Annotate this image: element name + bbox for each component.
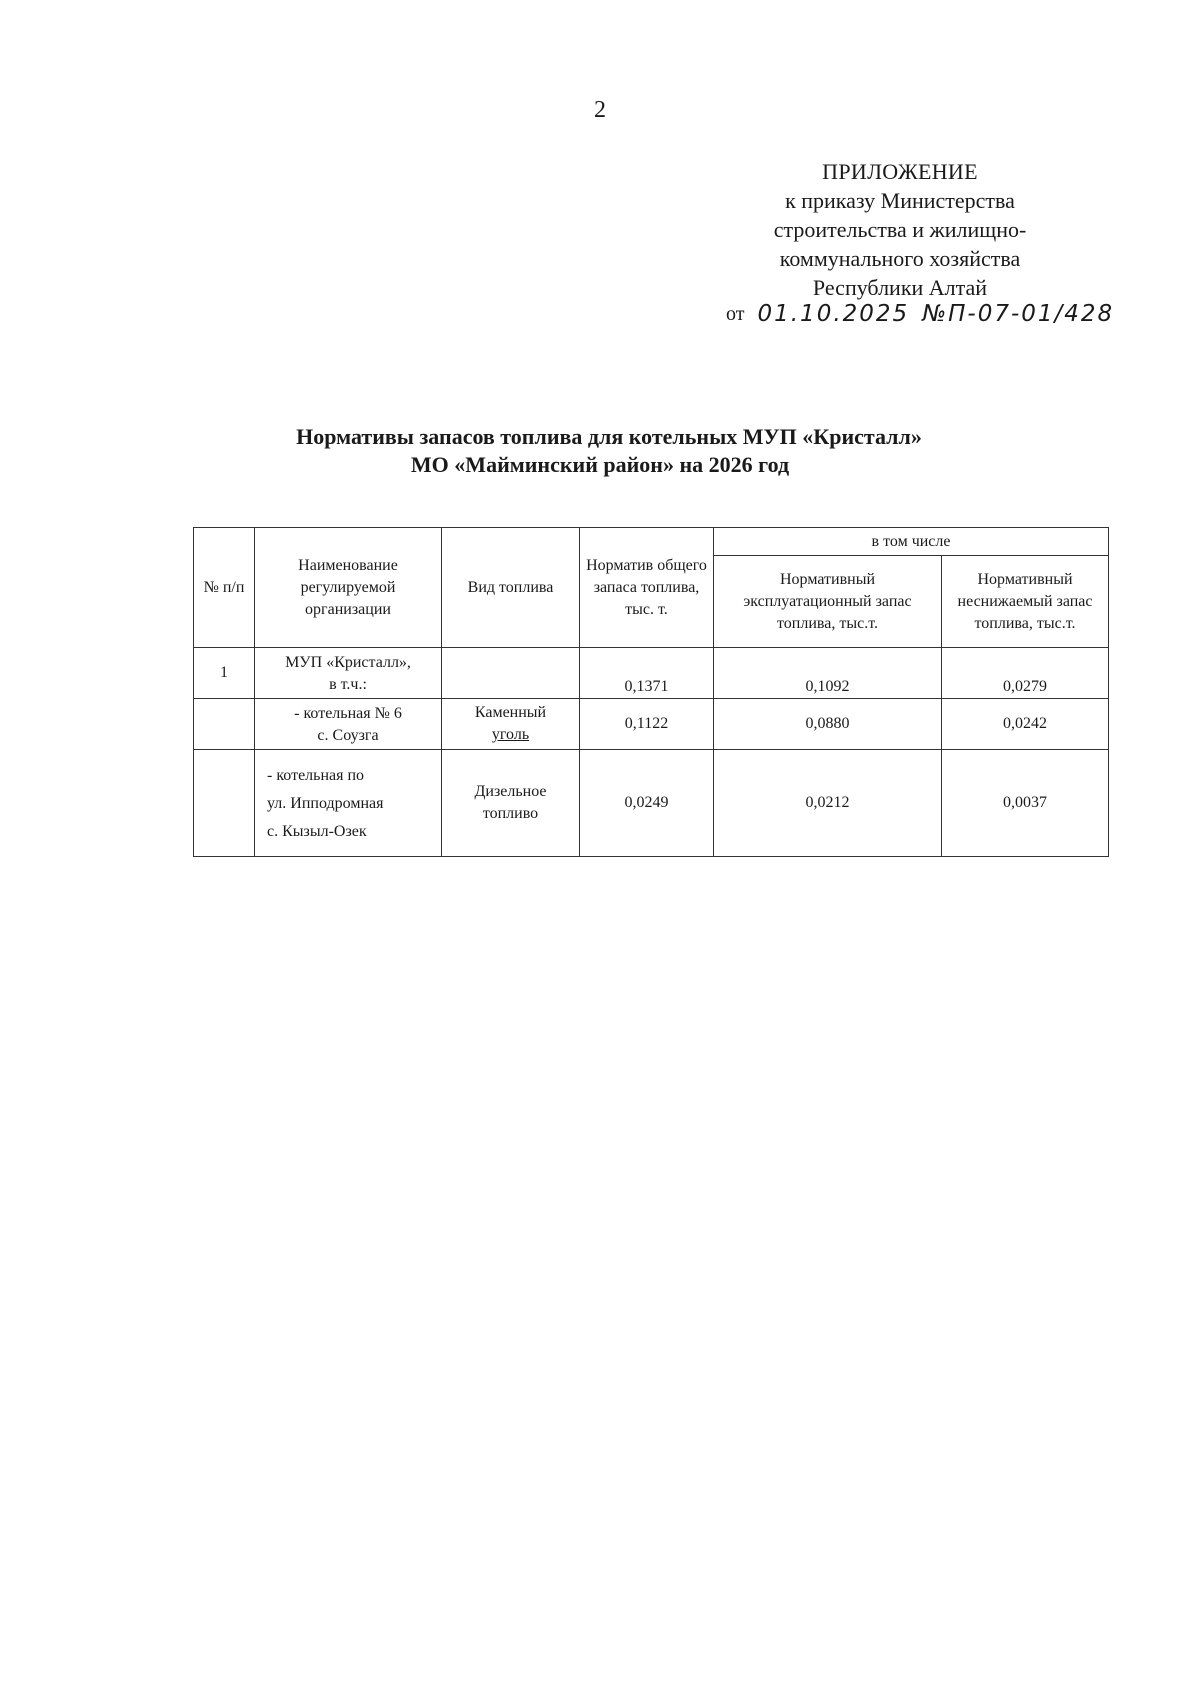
row-irreducible-stock: 0,0279 bbox=[942, 648, 1109, 699]
order-number-handwritten: №П-07-01/428 bbox=[922, 301, 1115, 327]
row-fuel-type bbox=[442, 699, 580, 750]
row-number: 1 bbox=[194, 648, 255, 699]
order-date-handwritten: 01.10.2025 bbox=[757, 301, 910, 327]
order-prefix: от bbox=[726, 303, 745, 325]
order-reference bbox=[726, 302, 1114, 325]
row-fuel-type bbox=[442, 648, 580, 699]
org-line: с. Соузга bbox=[317, 727, 379, 744]
document-title bbox=[0, 423, 1200, 479]
table-row bbox=[194, 648, 1109, 699]
document-title-line-1: Нормативы запасов топлива для котельных МУП «Кристалл» bbox=[296, 424, 922, 449]
appendix-line-2: строительства и жилищно- bbox=[773, 217, 1027, 242]
org-line: МУП «Кристалл», bbox=[285, 654, 411, 671]
row-organization bbox=[255, 699, 442, 750]
header-including: в том числе bbox=[714, 528, 1109, 556]
org-line: - котельная по bbox=[267, 767, 365, 784]
appendix-line-4: Республики Алтай bbox=[812, 275, 988, 300]
row-fuel-type bbox=[442, 750, 580, 857]
header-number: № п/п bbox=[194, 528, 255, 648]
org-line: ул. Ипподромная bbox=[267, 795, 384, 812]
row-operational-stock: 0,0880 bbox=[714, 699, 942, 750]
fuel-line: Каменный bbox=[474, 704, 547, 721]
appendix-block bbox=[700, 157, 1100, 302]
row-total-stock: 0,1122 bbox=[580, 699, 714, 750]
table-row bbox=[194, 750, 1109, 857]
document-title-line-2: МО «Майминский район» на 2026 год bbox=[410, 452, 790, 477]
row-number bbox=[194, 699, 255, 750]
fuel-line: Дизельное bbox=[474, 783, 547, 800]
appendix-heading: ПРИЛОЖЕНИЕ bbox=[822, 159, 978, 184]
fuel-norms-table bbox=[193, 527, 1109, 857]
row-operational-stock: 0,1092 bbox=[714, 648, 942, 699]
row-organization bbox=[255, 750, 442, 857]
org-line: - котельная № 6 bbox=[294, 705, 402, 722]
header-organization: Наименование регулируемой организации bbox=[255, 528, 442, 648]
header-total-stock: Норматив общего запаса топлива, тыс. т. bbox=[580, 528, 714, 648]
fuel-line: уголь bbox=[491, 726, 530, 743]
appendix-line-3: коммунального хозяйства bbox=[779, 246, 1021, 271]
header-irreducible-stock: Нормативный неснижаемый запас топлива, тыс.т. bbox=[942, 556, 1109, 648]
table-row bbox=[194, 699, 1109, 750]
row-number bbox=[194, 750, 255, 857]
row-organization bbox=[255, 648, 442, 699]
row-operational-stock: 0,0212 bbox=[714, 750, 942, 857]
row-irreducible-stock: 0,0242 bbox=[942, 699, 1109, 750]
row-total-stock: 0,1371 bbox=[580, 648, 714, 699]
org-line: в т.ч.: bbox=[329, 676, 367, 693]
appendix-line-1: к приказу Министерства bbox=[785, 188, 1015, 213]
org-line: с. Кызыл-Озек bbox=[267, 823, 367, 840]
header-operational-stock: Нормативный эксплуатационный запас топлива, тыс.т. bbox=[714, 556, 942, 648]
header-fuel-type: Вид топлива bbox=[442, 528, 580, 648]
row-irreducible-stock: 0,0037 bbox=[942, 750, 1109, 857]
table-header-row bbox=[194, 528, 1109, 556]
row-total-stock: 0,0249 bbox=[580, 750, 714, 857]
fuel-line: топливо bbox=[482, 805, 539, 822]
page-number: 2 bbox=[594, 97, 606, 123]
